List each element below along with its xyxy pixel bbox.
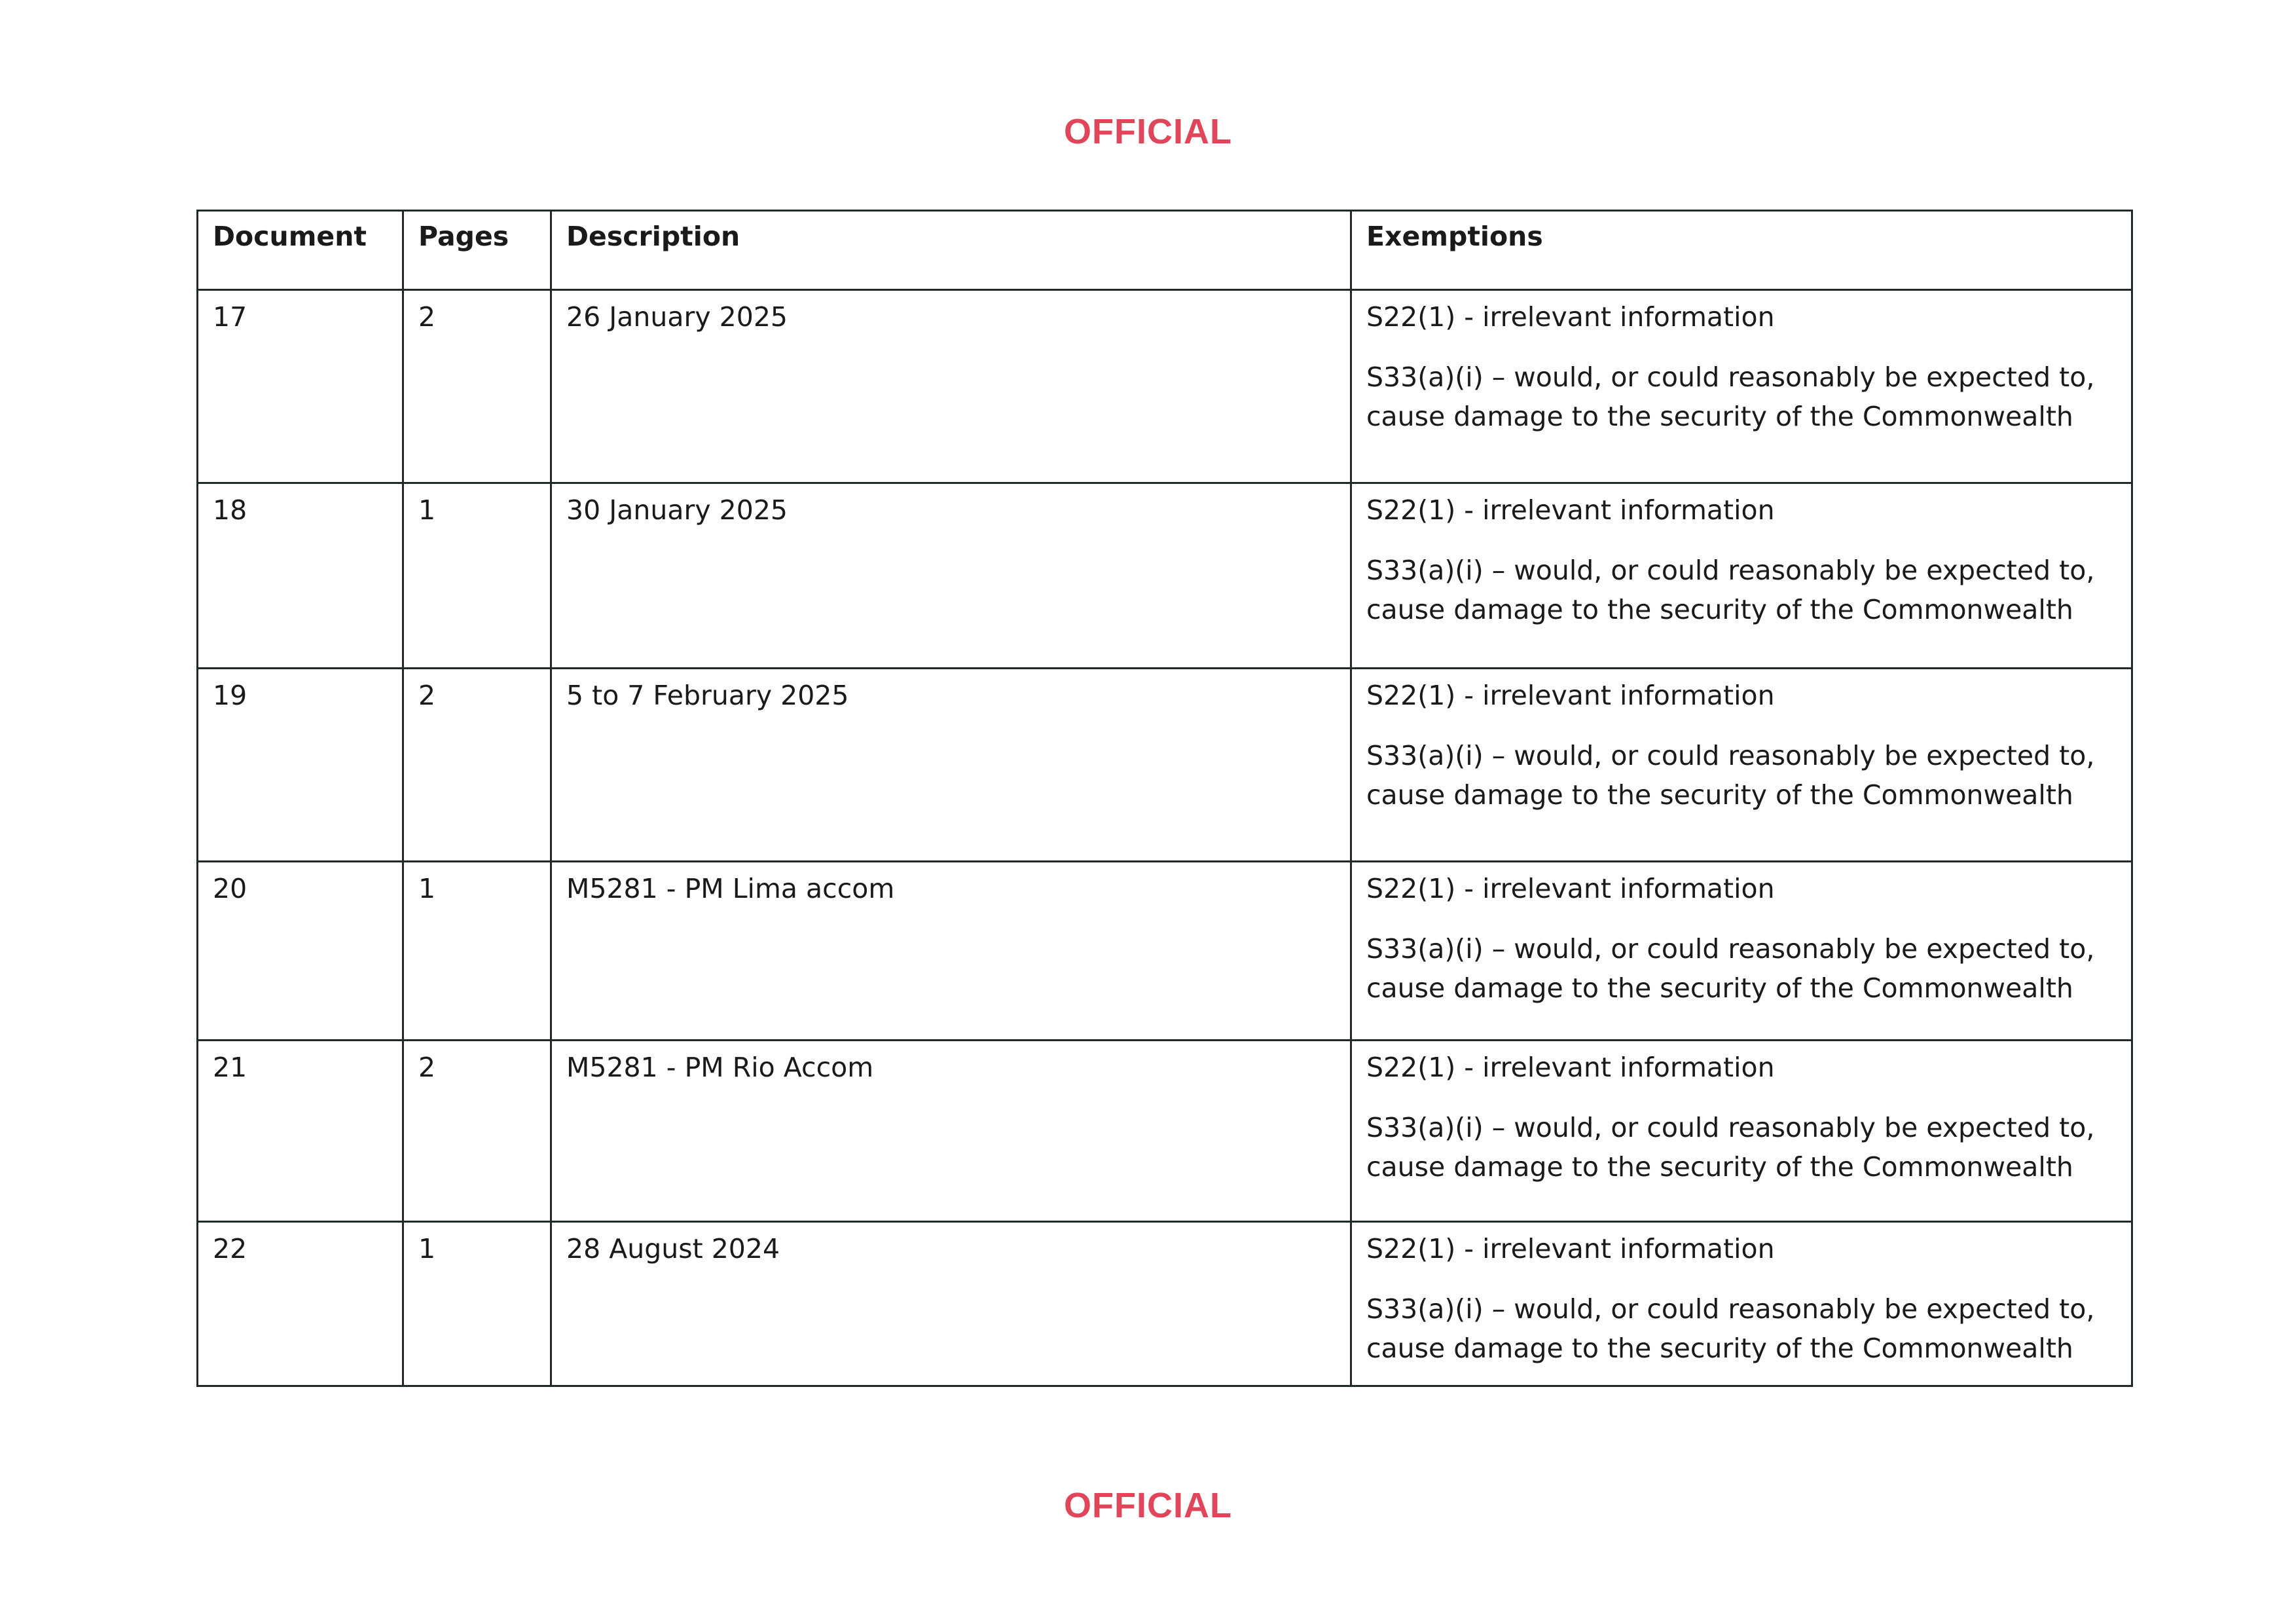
exemptions-cell <box>1351 1041 2132 1222</box>
description-cell: 28 August 2024 <box>551 1222 1351 1386</box>
exemption-s22: S22(1) - irrelevant information <box>1366 1233 1775 1264</box>
exemption-s33: S33(a)(i) – would, or could reasonably be expected to, cause damage to the security of the Commonwealth <box>1366 933 2095 1004</box>
table-header-row <box>198 211 2132 290</box>
column-header-pages: Pages <box>403 211 551 290</box>
column-header-document: Document <box>198 211 403 290</box>
document-number-cell: 19 <box>198 669 403 862</box>
classification-marking-top: OFFICIAL <box>1064 112 1232 151</box>
description-cell: M5281 - PM Rio Accom <box>551 1041 1351 1222</box>
exemptions-cell <box>1351 1222 2132 1386</box>
table-row <box>198 290 2132 483</box>
column-header-exemptions: Exemptions <box>1351 211 2132 290</box>
exemptions-cell <box>1351 669 2132 862</box>
table-row <box>198 669 2132 862</box>
page-count-cell: 2 <box>403 669 551 862</box>
exemption-s22: S22(1) - irrelevant information <box>1366 494 1775 526</box>
exemptions-cell <box>1351 483 2132 669</box>
exemption-s22: S22(1) - irrelevant information <box>1366 873 1775 904</box>
table-row <box>198 1041 2132 1222</box>
column-header-description: Description <box>551 211 1351 290</box>
document-number-cell: 20 <box>198 862 403 1041</box>
document-number-cell: 17 <box>198 290 403 483</box>
document-register-table <box>196 210 2133 1387</box>
description-cell: 26 January 2025 <box>551 290 1351 483</box>
table-row <box>198 862 2132 1041</box>
exemptions-cell <box>1351 862 2132 1041</box>
page-count-cell: 1 <box>403 1222 551 1386</box>
document-number-cell: 22 <box>198 1222 403 1386</box>
exemption-s33: S33(a)(i) – would, or could reasonably be expected to, cause damage to the security of the Commonwealth <box>1366 1293 2095 1364</box>
exemption-s33: S33(a)(i) – would, or could reasonably be expected to, cause damage to the security of the Commonwealth <box>1366 555 2095 625</box>
page-count-cell: 2 <box>403 1041 551 1222</box>
document-number-cell: 21 <box>198 1041 403 1222</box>
description-cell: 5 to 7 February 2025 <box>551 669 1351 862</box>
exemption-s33: S33(a)(i) – would, or could reasonably be expected to, cause damage to the security of the Commonwealth <box>1366 740 2095 811</box>
classification-marking-bottom: OFFICIAL <box>1064 1486 1232 1525</box>
document-number-cell: 18 <box>198 483 403 669</box>
exemptions-cell <box>1351 290 2132 483</box>
page-count-cell: 1 <box>403 483 551 669</box>
description-cell: 30 January 2025 <box>551 483 1351 669</box>
table-row <box>198 483 2132 669</box>
description-cell: M5281 - PM Lima accom <box>551 862 1351 1041</box>
exemption-s22: S22(1) - irrelevant information <box>1366 301 1775 333</box>
table-row <box>198 1222 2132 1386</box>
exemption-s33: S33(a)(i) – would, or could reasonably be expected to, cause damage to the security of the Commonwealth <box>1366 1112 2095 1183</box>
exemption-s22: S22(1) - irrelevant information <box>1366 1052 1775 1083</box>
page-count-cell: 1 <box>403 862 551 1041</box>
exemption-s22: S22(1) - irrelevant information <box>1366 680 1775 711</box>
page-count-cell: 2 <box>403 290 551 483</box>
exemption-s33: S33(a)(i) – would, or could reasonably be expected to, cause damage to the security of the Commonwealth <box>1366 361 2095 432</box>
